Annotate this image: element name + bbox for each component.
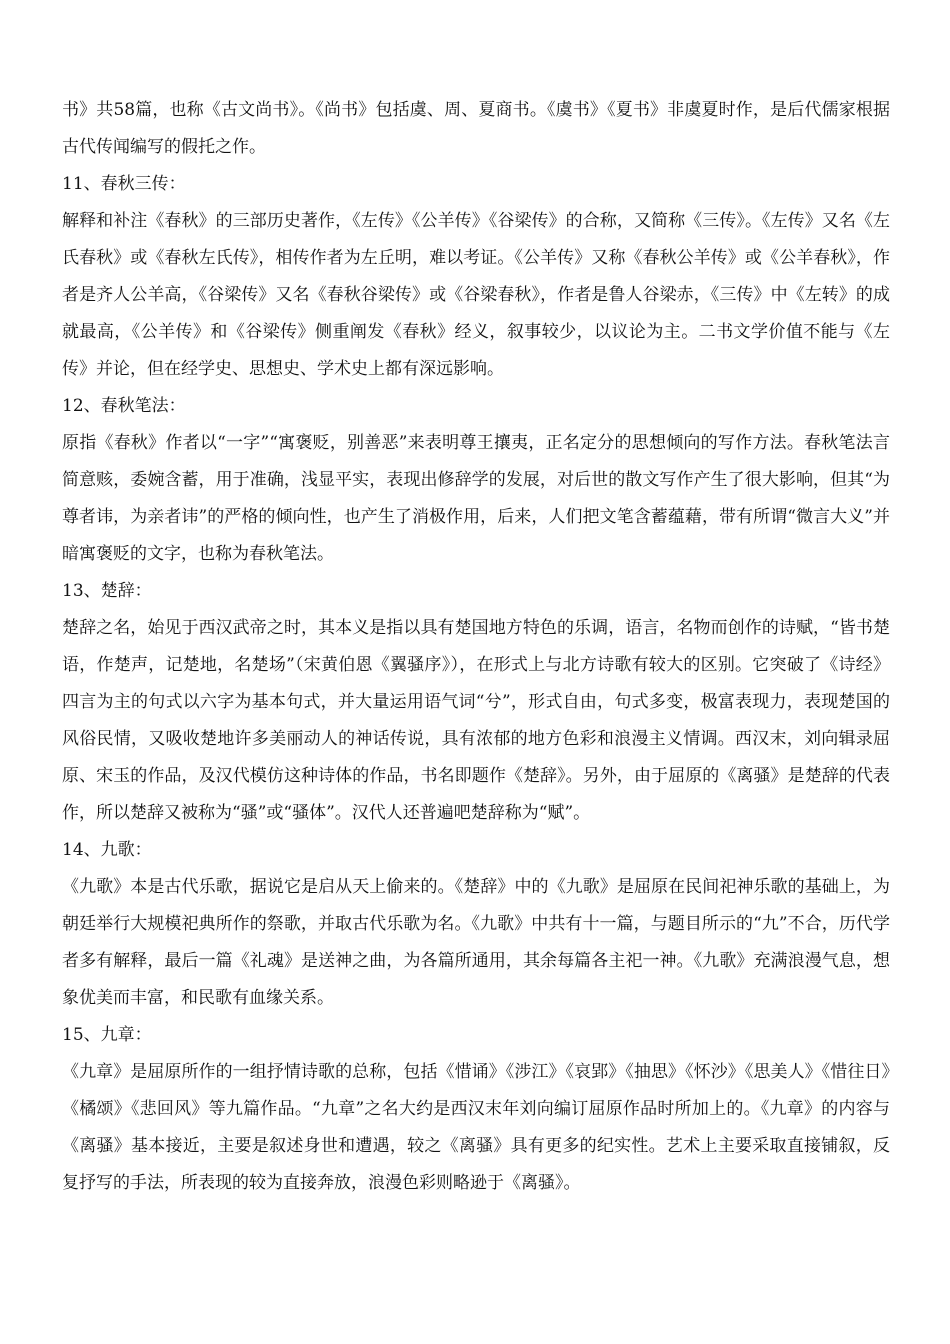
heading-chunqiu-sanzhuan: 11、春秋三传：: [62, 174, 186, 194]
paragraph-chunqiu-bifa: 原指《春秋》作者以“一字”“寓褒贬，别善恶”来表明尊王攘夷，正名定分的思想倾向的写作方法。春秋笔法言简意赅，委婉含蓄，用于准确，浅显平实，表现出修辞学的发展，对后世的散文写作产生了很大影响，但其“为尊者讳，为亲者讳”的严格的倾向性，也产生了消极作用，后来，人们把文笔含蓄蕴藉，带有所谓“微言大义”并暗寓褒贬的文字，也称为春秋笔法。: [62, 433, 890, 564]
heading-jiuge: 14、九歌：: [62, 840, 152, 860]
paragraph-jiuge: 《九歌》本是古代乐歌，据说它是启从天上偷来的。《楚辞》中的《九歌》是屈原在民间祀神乐歌的基础上，为朝廷举行大规模祀典所作的祭歌，并取古代乐歌为名。《九歌》中共有十一篇，与题目所示的“九”不合，历代学者多有解释，最后一篇《礼魂》是送神之曲，为各篇所通用，其余每篇各主祀一神。《九歌》充满浪漫气息，想象优美而丰富，和民歌有血缘关系。: [62, 877, 890, 1008]
paragraph-shangshu-continued: 书》共58篇，也称《古文尚书》。《尚书》包括虞、周、夏商书。《虞书》《夏书》非虞夏时作，是后代儒家根据古代传闻编写的假托之作。: [62, 100, 890, 157]
paragraph-chunqiu-sanzhuan: 解释和补注《春秋》的三部历史著作，《左传》《公羊传》《谷梁传》的合称，又简称《三传》。《左传》又名《左氏春秋》或《春秋左氏传》，相传作者为左丘明，难以考证。《公羊传》又称《春秋公羊传》或《公羊春秋》，作者是齐人公羊高，《谷梁传》又名《春秋谷梁传》或《谷梁春秋》，作者是鲁人谷梁赤，《三传》中《左转》的成就最高，《公羊传》和《谷梁传》侧重阐发《春秋》经义，叙事较少，以议论为主。二书文学价值不能与《左传》并论，但在经学史、思想史、学术史上都有深远影响。: [62, 211, 890, 379]
document-page: [62, 92, 890, 1202]
heading-chunqiu-bifa: 12、春秋笔法：: [62, 396, 186, 416]
paragraph-chuci: 楚辞之名，始见于西汉武帝之时，其本义是指以具有楚国地方特色的乐调，语言，名物而创作的诗赋，“皆书楚语，作楚声，记楚地，名楚场”（宋黄伯恩《翼骚序》），在形式上与北方诗歌有较大的区别。它突破了《诗经》四言为主的句式以六字为基本句式，并大量运用语气词“兮”，形式自由，句式多变，极富表现力，表现楚国的风俗民情，又吸收楚地许多美丽动人的神话传说，具有浓郁的地方色彩和浪漫主义情调。西汉末，刘向辑录屈原、宋玉的作品，及汉代模仿这种诗体的作品，书名即题作《楚辞》。另外，由于屈原的《离骚》是楚辞的代表作，所以楚辞又被称为“骚”或“骚体”。汉代人还普遍吧楚辞称为“赋”。: [62, 618, 890, 823]
paragraph-jiuzhang: 《九章》是屈原所作的一组抒情诗歌的总称，包括《惜诵》《涉江》《哀郢》《抽思》《怀沙》《思美人》《惜往日》《橘颂》《悲回风》等九篇作品。“九章”之名大约是西汉末年刘向编订屈原作品时所加上的。《九章》的内容与《离骚》基本接近，主要是叙述身世和遭遇，较之《离骚》具有更多的纪实性。艺术上主要采取直接铺叙，反复抒写的手法，所表现的较为直接奔放，浪漫色彩则略逊于《离骚》。: [62, 1062, 890, 1193]
heading-chuci: 13、楚辞：: [62, 581, 152, 601]
heading-jiuzhang: 15、九章：: [62, 1025, 152, 1045]
